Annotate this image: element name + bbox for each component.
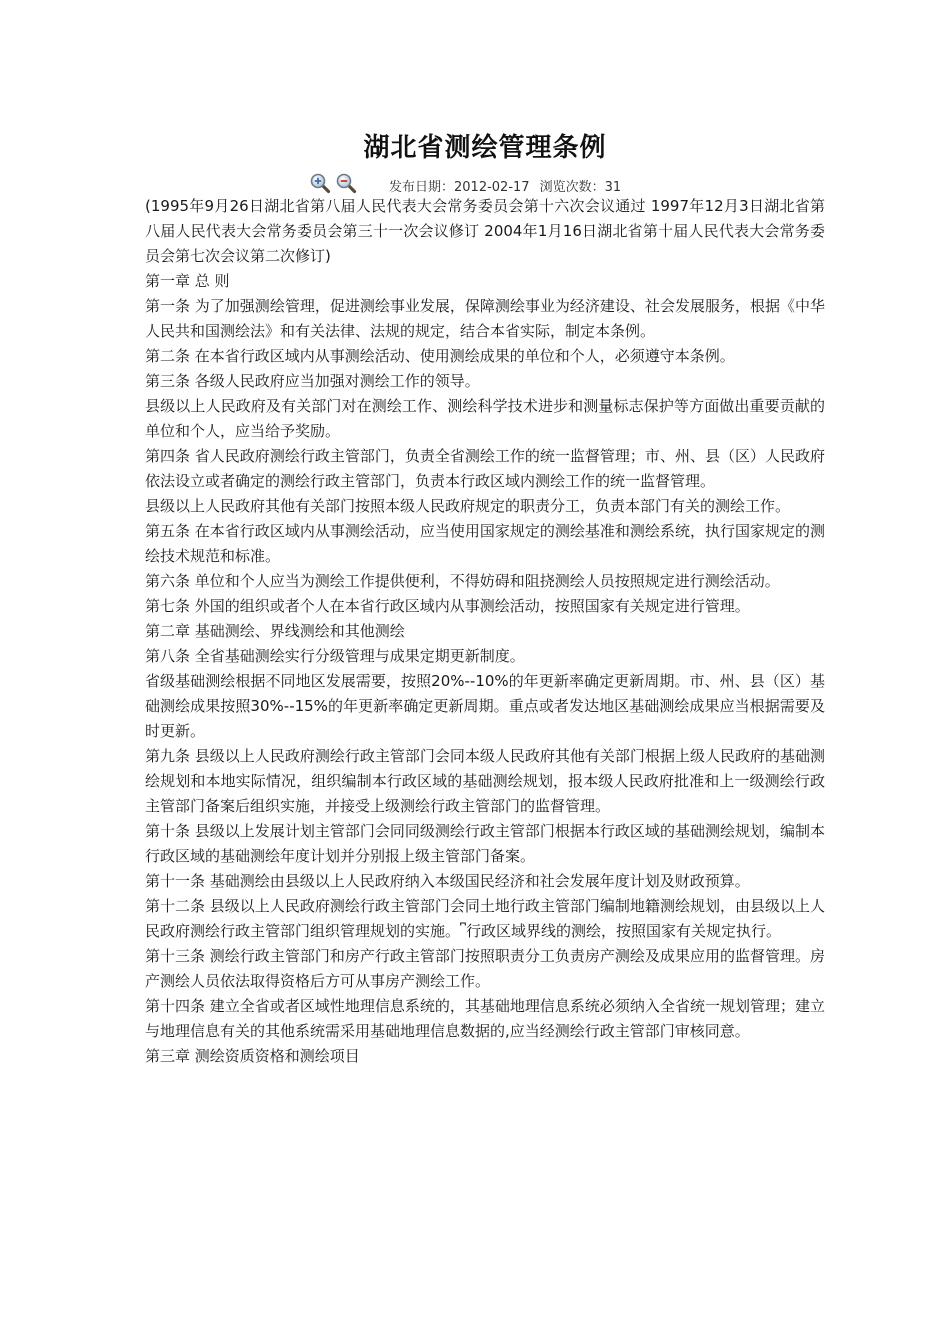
document-title: 湖北省测绘管理条例: [363, 133, 607, 163]
chapter-heading: 第一章 总 则: [145, 272, 230, 290]
chapter-heading: 第三章 测绘资质资格和测绘项目: [145, 1047, 360, 1065]
views-label: 浏览次数：: [539, 180, 605, 195]
paragraph: 第二条 在本省行政区域内从事测绘活动、使用测绘成果的单位和个人，必须遵守本条例。: [145, 347, 735, 365]
document-page: [145, 128, 825, 1069]
zoom-in-icon[interactable]: [309, 172, 331, 194]
publish-label: 发布日期：: [389, 180, 455, 195]
paragraph: 第四条 省人民政府测绘行政主管部门，负责全省测绘工作的统一监督管理；市、州、县（区）人民政府依法设立或者确定的测绘行政主管部门，负责本行政区域内测绘工作的统一监督管理。: [145, 447, 825, 490]
paragraph: 第九条 县级以上人民政府测绘行政主管部门会同本级人民政府其他有关部门根据上级人民政府的基础测绘规划和本地实际情况，组织编制本行政区域的基础测绘规划，报本级人民政府批准和上一级测绘行政主管部门备案后组织实施，并接受上级测绘行政主管部门的监督管理。: [145, 747, 825, 815]
zoom-controls: [309, 172, 361, 198]
paragraph: 第十二条 县级以上人民政府测绘行政主管部门会同土地行政主管部门编制地籍测绘规划，由县级以上人民政府测绘行政主管部门组织管理规划的实施。⎴行政区域界线的测绘，按照国家有关规定执行。: [145, 897, 825, 940]
paragraph: 县级以上人民政府及有关部门对在测绘工作、测绘科学技术进步和测量标志保护等方面做出重要贡献的单位和个人，应当给予奖励。: [145, 397, 825, 440]
paragraph: 县级以上人民政府其他有关部门按照本级人民政府规定的职责分工，负责本部门有关的测绘工作。: [145, 497, 791, 515]
paragraph: 省级基础测绘根据不同地区发展需要，按照20%--10%的年更新率确定更新周期。市、州、县（区）基础测绘成果按照30%--15%的年更新率确定更新周期。重点或者发达地区基础测绘成果应当根据需要及时更新。: [145, 672, 825, 740]
paragraph: 第五条 在本省行政区域内从事测绘活动，应当使用国家规定的测绘基准和测绘系统，执行国家规定的测绘技术规范和标准。: [145, 522, 825, 565]
document-body: [145, 194, 825, 1069]
publish-date: 2012-02-17: [454, 180, 530, 195]
paragraph: 第三条 各级人民政府应当加强对测绘工作的领导。: [145, 372, 480, 390]
paragraph: 第十三条 测绘行政主管部门和房产行政主管部门按照职责分工负责房产测绘及成果应用的监督管理。房产测绘人员依法取得资格后方可从事房产测绘工作。: [145, 947, 825, 990]
paragraph: 第六条 单位和个人应当为测绘工作提供便利，不得妨碍和阻挠测绘人员按照规定进行测绘活动。: [145, 572, 780, 590]
paragraph: 第七条 外国的组织或者个人在本省行政区域内从事测绘活动，按照国家有关规定进行管理。: [145, 597, 750, 615]
paragraph: 第八条 全省基础测绘实行分级管理与成果定期更新制度。: [145, 647, 525, 665]
paragraph: 第十一条 基础测绘由县级以上人民政府纳入本级国民经济和社会发展年度计划及财政预算。: [145, 872, 750, 890]
chapter-heading: 第二章 基础测绘、界线测绘和其他测绘: [145, 622, 405, 640]
views-count: 31: [604, 180, 622, 195]
zoom-out-icon[interactable]: [335, 172, 357, 194]
paragraph: 第十四条 建立全省或者区域性地理信息系统的，其基础地理信息系统必须纳入全省统一规划管理；建立与地理信息有关的其他系统需采用基础地理信息数据的,应当经测绘行政主管部门审核同意。: [145, 997, 825, 1040]
publish-info: [389, 176, 621, 195]
document-meta: [145, 174, 825, 198]
paragraph: 第十条 县级以上发展计划主管部门会同同级测绘行政主管部门根据本行政区域的基础测绘规划，编制本行政区域的基础测绘年度计划并分别报上级主管部门备案。: [145, 822, 825, 865]
paragraph: (1995年9月26日湖北省第八届人民代表大会常务委员会第十六次会议通过 1997年12月3日湖北省第八届人民代表大会常务委员会第三十一次会议修订 2004年1月16日湖北省第十届人民代表大会常务委员会第七次会议第二次修订): [145, 197, 825, 265]
paragraph: 第一条 为了加强测绘管理，促进测绘事业发展，保障测绘事业为经济建设、社会发展服务，根据《中华人民共和国测绘法》和有关法律、法规的规定，结合本省实际，制定本条例。: [145, 297, 825, 340]
